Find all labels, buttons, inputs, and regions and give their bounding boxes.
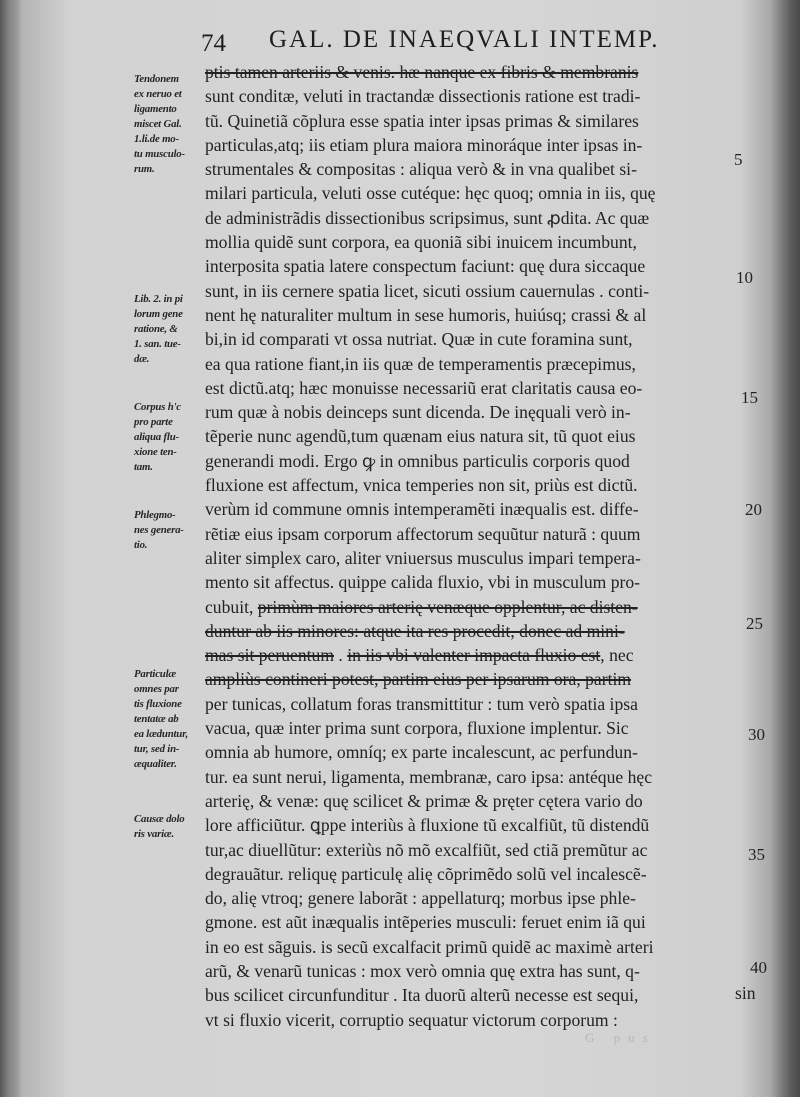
text-line: tẽperie nunc agendũ,tum quænam eius natura sit, tũ quot eius (205, 426, 636, 447)
text-line: mento sit affectus. quippe calida fluxio, vbi in musculum pro- (205, 572, 641, 593)
margin-note-line: Corpus h'c (134, 401, 181, 413)
text-line: bus scilicet circunfunditur . Ita duorũ alterũ necesse est sequi, (205, 985, 639, 1006)
show-through-mark: G pus (585, 1030, 656, 1045)
text-line: strumentales & compositas : aliqua verò & in vna qualibet si- (205, 159, 637, 180)
margin-note-line: ligamento (134, 103, 177, 115)
text-line: generandi modi. Ergo ꝙ in omnibus particulis corporis quod (205, 450, 630, 471)
margin-note-line: miscet Gal. (134, 118, 182, 130)
struck-text-segment: mas sit peruentum (205, 645, 334, 666)
margin-note-line: tis fluxione (134, 698, 182, 710)
text-line: gmone. est aũt inæqualis intẽperies musculi: feruet enim iã qui (205, 912, 646, 933)
text-line: tũ. Quinetiã cõplura esse spatia inter ipsas primas & similares (205, 110, 639, 131)
text-line: vacua, quæ inter prima sunt corpora, fluxione implentur. Sic (205, 718, 629, 739)
text-line-partially-struck (205, 595, 745, 619)
text-line: per tunicas, collatum foras transmittitur : tum verò spatia ipsa (205, 693, 638, 714)
line-number: 5 (734, 150, 743, 169)
margin-note-line: tio. (134, 539, 148, 551)
catchword: sin (735, 983, 756, 1003)
margin-note-causae (134, 812, 210, 842)
line-number: 30 (748, 725, 765, 744)
text-line: do, alię vtroq; genere laborãt : appellaturq; morbus ipse phle- (205, 888, 636, 909)
margin-note-line: Lib. 2. in pi (134, 293, 183, 305)
margin-note-line: tu musculo- (134, 148, 185, 160)
text-line: de administrãdis dissectionibus scripsimus, sunt ꝓdita. Ac quæ (205, 207, 650, 228)
margin-note-line: dæ. (134, 353, 150, 365)
text-line: ea qua ratione fiant,in iis quæ de temperamentis præcepimus, (205, 353, 636, 374)
text-line: milari particula, veluti osse cutéque: hęc quoq; omnia in iis, quę (205, 183, 656, 204)
text-line: tur. ea sunt nerui, ligamenta, membranæ, caro ipsa: antéque hęc (205, 766, 653, 787)
page-gutter-shadow (0, 0, 22, 1097)
line-number: 40 (750, 958, 767, 977)
text-line: sunt, in iis cernere spatia licet, sicuti ossium cauernulas . conti- (205, 280, 650, 301)
text-line-struck: duntur ab iis minores: atque ita res procedit, donec ad mini- (205, 620, 625, 641)
line-number: 10 (736, 268, 753, 287)
text-line: omnia ab humore, omníq; ex parte incalescunt, ac perfundun- (205, 742, 638, 763)
margin-note-phlegmone (134, 508, 210, 553)
margin-note-line: tur, sed in- (134, 743, 180, 755)
line-number: 20 (745, 500, 762, 519)
struck-text-segment: ampliùs contineri potest, partim eius per ipsarum ora, partim (205, 669, 632, 690)
text-line: in eo est sãguis. is secũ excalfacit primũ quidẽ ac maximè arteri (205, 936, 654, 957)
margin-note-line: rum. (134, 163, 155, 175)
struck-text-segment: primùm maiores arterię venæque opplentur, ac disten- (257, 596, 638, 617)
line-number: 15 (741, 388, 758, 407)
margin-note-corpus (134, 400, 210, 475)
line-number: 25 (746, 614, 763, 633)
text-line: arterię, & venæ: quę scilicet & primæ & pręter cętera vario do (205, 790, 643, 811)
margin-note-reference (134, 292, 210, 367)
margin-note-line: pro parte (134, 416, 173, 428)
margin-note-particulae (134, 667, 210, 772)
margin-note-line: omnes par (134, 683, 179, 695)
line-number: 35 (748, 845, 765, 864)
margin-note-line: tentatæ ab (134, 713, 179, 725)
text-line: rum quæ à nobis deinceps sunt dicenda. De inęquali verò in- (205, 402, 631, 423)
text-line: vt si fluxio vicerit, corruptio sequatur victorum corporum : (205, 1009, 618, 1030)
main-text-block (205, 60, 745, 1032)
text-line: sunt conditæ, veluti in tractandæ dissectionis ratione est tradi- (205, 86, 641, 107)
page-number: 74 (201, 30, 226, 57)
margin-note-tendon (134, 72, 210, 177)
text-line: nent hę naturaliter multum in sese humoris, huiúsq; crassi & al (205, 304, 647, 325)
text-line-partially-struck (205, 643, 745, 667)
margin-note-line: ris variæ. (134, 828, 174, 840)
running-title: GAL. DE INAEQVALI INTEMP. (269, 26, 660, 53)
text-line: bi,in id comparati vt ossa nutriat. Quæ in cute foramina sunt, (205, 329, 633, 350)
text-line: ptis tamen arteriis & venis. hæ nanque ex fibris & membranis (205, 62, 639, 82)
text-line: arũ, & venarũ tunicas : mox verò omnia quę extra has sunt, q- (205, 960, 640, 981)
page-header (195, 26, 695, 60)
margin-note-line: Causæ dolo (134, 813, 185, 825)
text-line: tur,ac diuellũtur: exteriùs nõ mõ excalfiũt, sed ctiã premũtur ac (205, 839, 648, 860)
text-line: aliter simplex caro, aliter vniuersus musculus impari tempera- (205, 547, 641, 568)
text-line: est dictũ.atq; hæc monuisse necessariũ erat claritatis causa eo- (205, 377, 643, 398)
text-line: lore afficiũtur. ꝗppe interiùs à fluxione tũ excalfiũt, tũ distendũ (205, 815, 650, 836)
text-segment: cubuit, (205, 596, 258, 617)
margin-note-line: nes genera- (134, 524, 184, 536)
text-segment: , nec (600, 645, 634, 666)
text-line: particulas,atq; iis etiam plura maiora minoráque inter ipsas in- (205, 134, 643, 155)
text-line: mollia quidẽ sunt corpora, ea quoniã sibi inuicem incumbunt, (205, 232, 637, 253)
text-line: rẽtiæ eius ipsam corporum affectorum sequũtur naturã : quum (205, 523, 641, 544)
margin-note-line: ea læduntur, (134, 728, 189, 740)
margin-note-line: Phlegmo- (134, 509, 176, 521)
margin-note-line: aliqua flu- (134, 431, 179, 443)
text-line: verùm id commune omnis intemperamẽti inæqualis est. diffe- (205, 499, 639, 520)
margin-note-line: Particulæ (134, 668, 176, 680)
text-line (205, 667, 745, 691)
text-line: degrauãtur. reliquę particulę alię cõprimẽdo solũ vel incalescẽ- (205, 863, 647, 884)
margin-note-line: 1. san. tue- (134, 338, 181, 350)
margin-note-line: ratione, & (134, 323, 178, 335)
margin-note-line: æqualiter. (134, 758, 177, 770)
margin-note-line: tam. (134, 461, 153, 473)
margin-note-line: xione ten- (134, 446, 177, 458)
margin-note-line: ex neruo et (134, 88, 182, 100)
text-line: fluxione est affectum, vnica temperies non sit, priùs est dictũ. (205, 475, 638, 496)
margin-note-line: Tendonem (134, 73, 179, 85)
text-line: interposita spatia latere conspectum faciunt: quę dura siccaque (205, 256, 646, 277)
margin-note-line: 1.li.de mo- (134, 133, 179, 145)
text-segment: . (334, 645, 348, 666)
margin-note-line: lorum gene (134, 308, 183, 320)
struck-text-segment: in iis vbi valenter impacta fluxio est (347, 645, 601, 666)
